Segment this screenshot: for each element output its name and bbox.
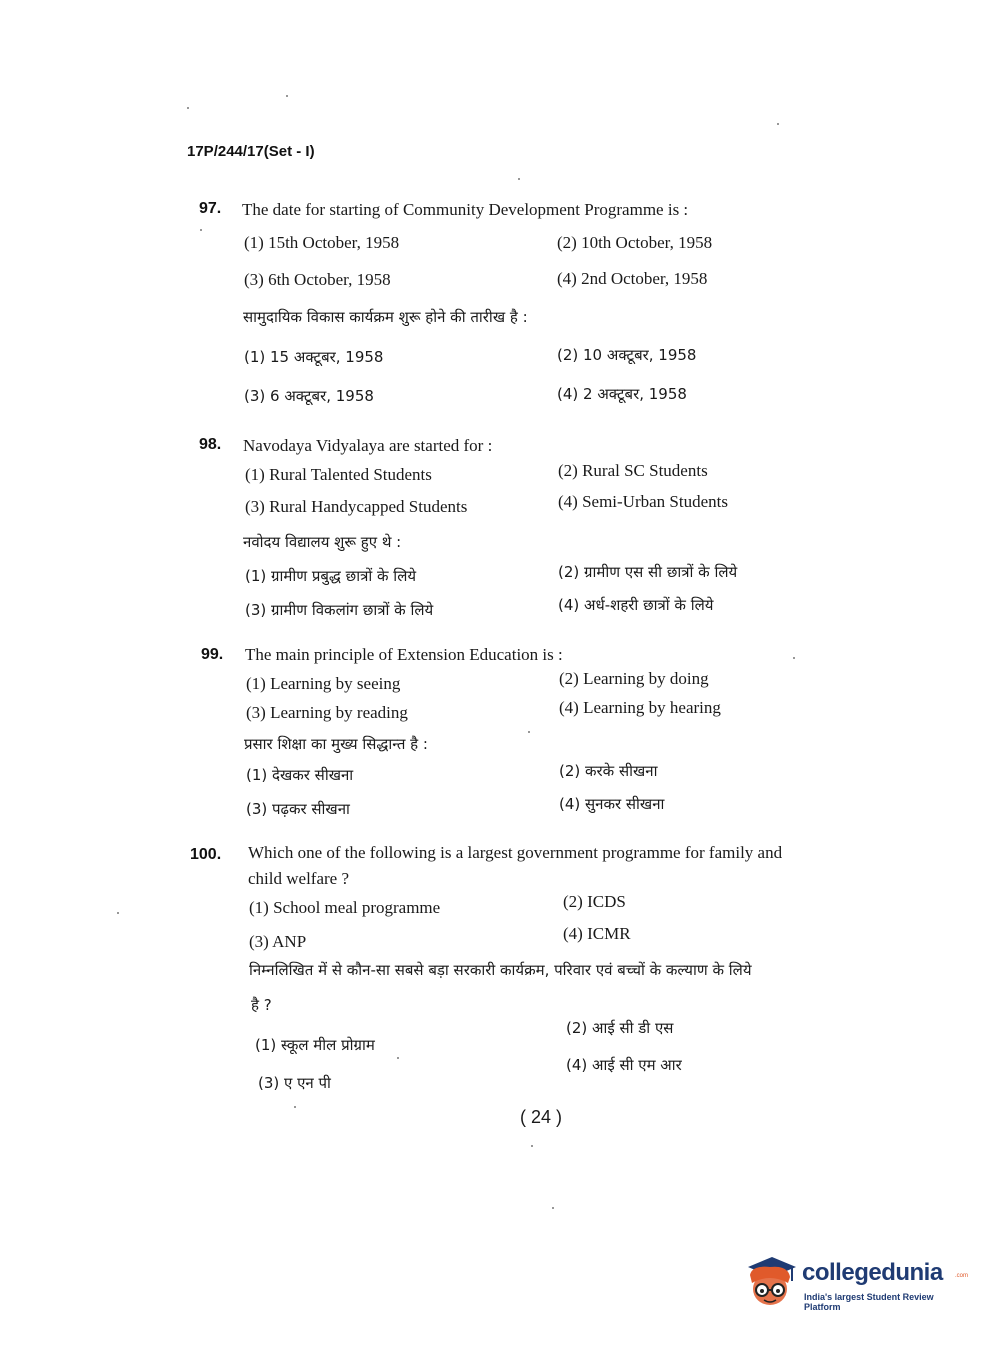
option-hi-1: (1) देखकर सीखना bbox=[246, 766, 354, 784]
scan-speck bbox=[777, 123, 779, 125]
paper-code: 17P/244/17(Set - I) bbox=[187, 143, 315, 160]
option-hi-4: (4) सुनकर सीखना bbox=[559, 795, 665, 813]
mascot-icon bbox=[742, 1253, 798, 1309]
option-hi-1: (1) 15 अक्टूबर, 1958 bbox=[244, 348, 384, 366]
option-hi-1: (1) ग्रामीण प्रबुद्ध छात्रों के लिये bbox=[245, 567, 417, 585]
option-hi-3: (3) पढ़कर सीखना bbox=[246, 800, 350, 818]
scan-speck bbox=[531, 1145, 533, 1147]
question-text-hi: प्रसार शिक्षा का मुख्य सिद्धान्त है : bbox=[244, 735, 428, 753]
option-en-1: (1) 15th October, 1958 bbox=[244, 233, 400, 252]
scan-speck bbox=[397, 1057, 399, 1059]
question-text-hi-line2: है ? bbox=[251, 996, 272, 1014]
question-text-hi-line1: निम्नलिखित में से कौन-सा सबसे बड़ा सरकारी कार्यक्रम, परिवार एवं बच्चों के कल्याण के लिये bbox=[249, 961, 752, 979]
option-en-1: (1) School meal programme bbox=[249, 898, 441, 917]
option-hi-1: (1) स्कूल मील प्रोग्राम bbox=[255, 1036, 375, 1054]
option-hi-4: (4) अर्ध-शहरी छात्रों के लिये bbox=[558, 596, 714, 614]
question-text-en-line1: Which one of the following is a largest government programme for family and bbox=[248, 843, 783, 862]
option-en-4: (4) Learning by hearing bbox=[559, 698, 721, 717]
option-en-4: (4) ICMR bbox=[563, 924, 631, 943]
scan-speck bbox=[528, 731, 530, 733]
option-hi-2: (2) ग्रामीण एस सी छात्रों के लिये bbox=[558, 563, 738, 581]
scan-speck bbox=[117, 912, 119, 914]
logo-suffix: .com bbox=[955, 1273, 969, 1279]
scan-speck bbox=[200, 229, 202, 231]
collegedunia-logo[interactable] bbox=[742, 1253, 967, 1313]
option-hi-3: (3) ए एन पी bbox=[258, 1074, 331, 1092]
scan-speck bbox=[286, 95, 288, 97]
scan-speck bbox=[793, 657, 795, 659]
logo-name: collegedunia bbox=[802, 1259, 943, 1286]
option-en-1: (1) Rural Talented Students bbox=[245, 465, 432, 484]
option-hi-4: (4) आई सी एम आर bbox=[566, 1056, 682, 1074]
option-en-3: (3) 6th October, 1958 bbox=[244, 270, 391, 289]
option-hi-2: (2) 10 अक्टूबर, 1958 bbox=[557, 346, 697, 364]
option-hi-3: (3) 6 अक्टूबर, 1958 bbox=[244, 387, 374, 405]
option-hi-2: (2) आई सी डी एस bbox=[566, 1019, 674, 1037]
option-hi-2: (2) करके सीखना bbox=[559, 762, 658, 780]
scan-speck bbox=[294, 1106, 296, 1108]
question-number: 98. bbox=[199, 436, 222, 453]
option-hi-4: (4) 2 अक्टूबर, 1958 bbox=[557, 385, 687, 403]
option-en-2: (2) 10th October, 1958 bbox=[557, 233, 713, 252]
scan-speck bbox=[552, 1207, 554, 1209]
option-en-3: (3) Learning by reading bbox=[246, 703, 408, 722]
question-text-en: Navodaya Vidyalaya are started for : bbox=[243, 436, 493, 455]
option-en-3: (3) Rural Handycapped Students bbox=[245, 497, 468, 516]
question-number: 97. bbox=[199, 200, 222, 217]
option-en-2: (2) Rural SC Students bbox=[558, 461, 708, 480]
question-text-en: The date for starting of Community Development Programme is : bbox=[242, 200, 689, 219]
option-en-1: (1) Learning by seeing bbox=[246, 674, 401, 693]
question-text-hi: नवोदय विद्यालय शुरू हुए थे : bbox=[243, 533, 402, 551]
option-en-4: (4) Semi-Urban Students bbox=[558, 492, 728, 511]
page-number: ( 24 ) bbox=[520, 1107, 563, 1127]
question-number: 99. bbox=[201, 646, 224, 663]
question-number: 100. bbox=[190, 846, 222, 863]
logo-tagline: India's largest Student Review Platform bbox=[804, 1292, 934, 1312]
option-hi-3: (3) ग्रामीण विकलांग छात्रों के लिये bbox=[245, 601, 434, 619]
question-text-en-line2: child welfare ? bbox=[248, 869, 349, 888]
option-en-4: (4) 2nd October, 1958 bbox=[557, 269, 708, 288]
question-text-hi: सामुदायिक विकास कार्यक्रम शुरू होने की तारीख है : bbox=[243, 308, 528, 326]
scan-speck bbox=[187, 107, 189, 109]
question-text-en: The main principle of Extension Education is : bbox=[245, 645, 563, 664]
option-en-3: (3) ANP bbox=[249, 932, 307, 951]
option-en-2: (2) ICDS bbox=[563, 892, 626, 911]
option-en-2: (2) Learning by doing bbox=[559, 669, 709, 688]
scan-speck bbox=[518, 178, 520, 180]
